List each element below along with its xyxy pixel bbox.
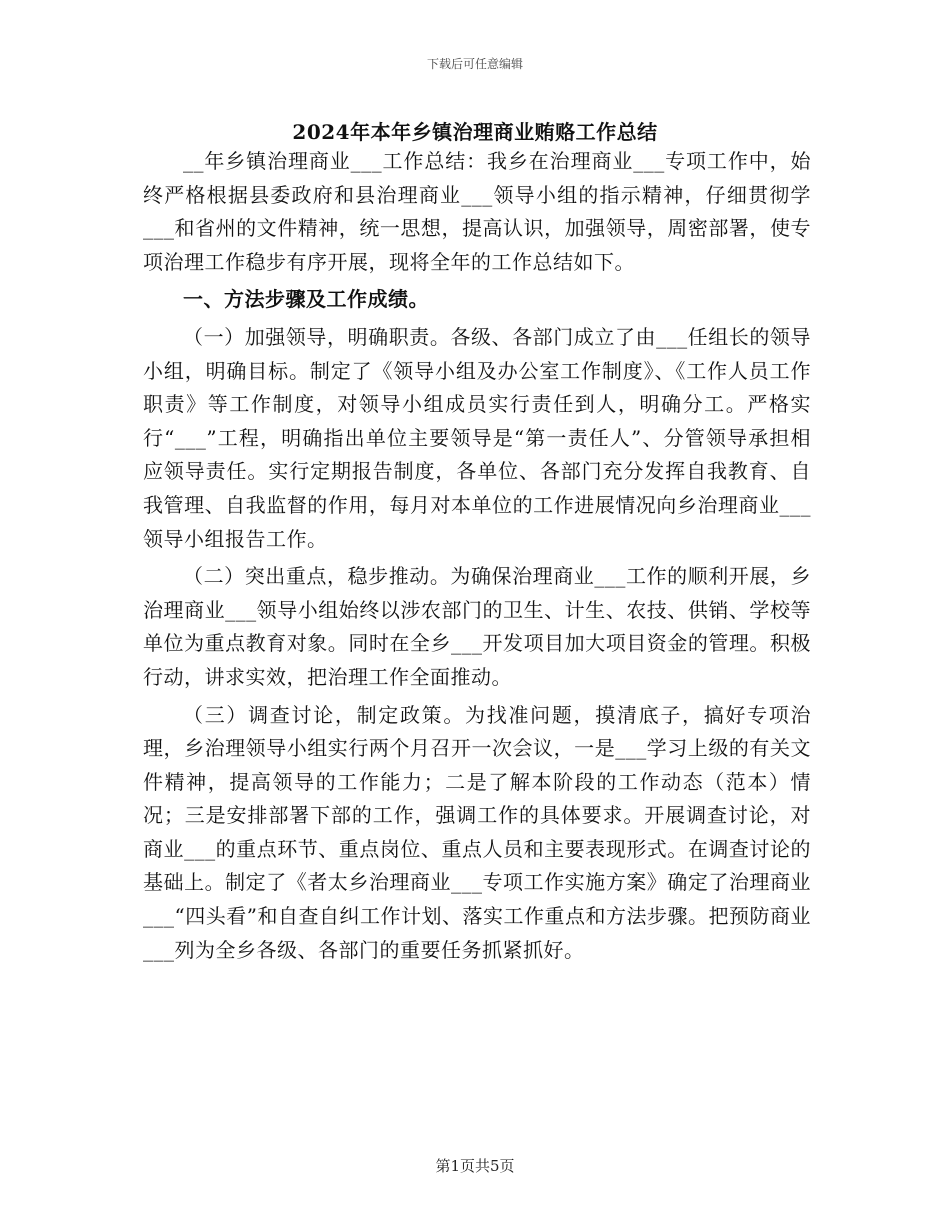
paragraph-1: （一）加强领导，明确职责。各级、各部门成立了由___任组长的领导小组，明确目标。制定了《领导小组及办公室工作制度》、《工作人员工作职责》等工作制度，对领导小组成员实行责任到人，明确分工。严格实行“___”工程，明确指出单位主要领导是“第一责任人”、分管领导承担相应领导责任。实行定期报告制度，各单位、各部门充分发挥自我教育、自我管理、自我监督的作用，每月对本单位的工作进展情况向乡治理商业___领导小组报告工作。 — [143, 324, 811, 551]
intro-paragraph: __年乡镇治理商业___工作总结：我乡在治理商业___专项工作中，始终严格根据县委政府和县治理商业___领导小组的指示精神，仔细贯彻学___和省州的文件精神，统一思想，提高认识，加强领导，周密部署，使专项治理工作稳步有序开展，现将全年的工作总结如下。 — [143, 149, 811, 274]
paragraph-2: （二）突出重点，稳步推动。为确保治理商业___工作的顺利开展，乡治理商业___领导小组始终以涉农部门的卫生、计生、农技、供销、学校等单位为重点教育对象。同时在全乡___开发项目加大项目资金的管理。积极行动，讲求实效，把治理工作全面推动。 — [143, 564, 811, 689]
document-title: 2024年本年乡镇治理商业贿赂工作总结 — [292, 120, 658, 144]
document-body — [143, 145, 811, 967]
section-heading: 一、方法步骤及工作成绩。 — [183, 287, 429, 312]
page-number: 第1页共5页 — [435, 1157, 515, 1175]
header-note: 下载后可任意编辑 — [426, 57, 523, 71]
paragraph-3: （三）调查讨论，制定政策。为找准问题，摸清底子，搞好专项治理，乡治理领导小组实行两个月召开一次会议，一是___学习上级的有关文件精神，提高领导的工作能力；二是了解本阶段的工作动态（范本）情况；三是安排部署下部的工作，强调工作的具体要求。开展调查讨论，对商业___的重点环节、重点岗位、重点人员和主要表现形式。在调查讨论的基础上。制定了《者太乡治理商业___专项工作实施方案》确定了治理商业___“四头看”和自查自纠工作计划、落实工作重点和方法步骤。把预防商业___列为全乡各级、各部门的重要任务抓紧抓好。 — [143, 702, 811, 962]
